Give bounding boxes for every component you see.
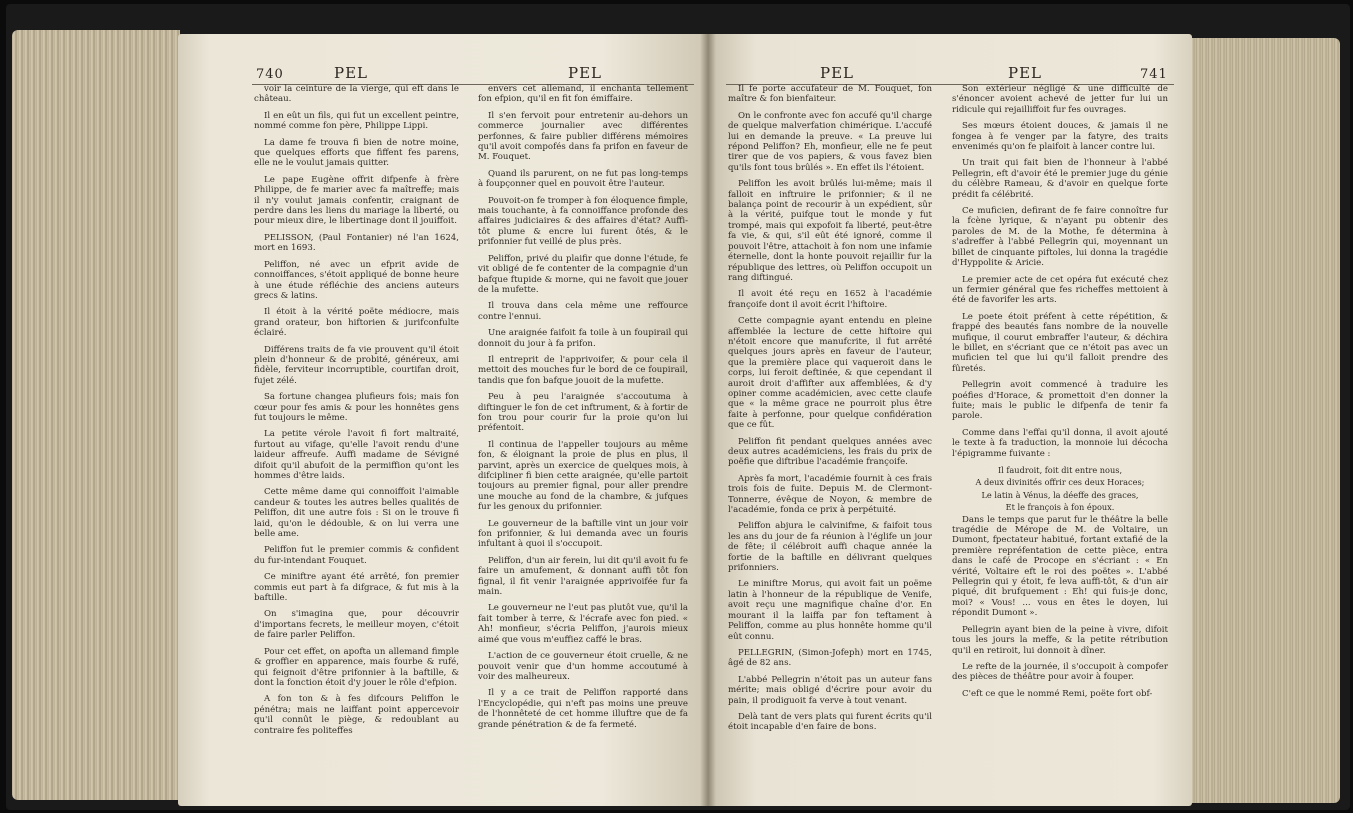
paragraph: Une araignée faifoit fa toile à un foupirail qui donnoit du jour à fa prifon. bbox=[478, 328, 688, 349]
paragraph: voir la ceinture de la vierge, qui eft dans le château. bbox=[254, 84, 459, 105]
paragraph: Il avoit été reçu en 1652 à l'académie françoife dont il avoit écrit l'hiftoire. bbox=[728, 289, 932, 310]
paragraph: C'eft ce que le nommé Remi, poëte fort obf- bbox=[962, 688, 1153, 699]
paragraph: Il continua de l'appeller toujours au même fon, & éloignant la proie de plus en plus, il parvint, après un exercice de quelques mois, à difcipliner fi bien cette araignée, qu'elle partoit toujours au premier fignal, pour aller prendre une mouche au fond de la chambre, & jufques fur les genoux du prifonnier. bbox=[478, 439, 688, 513]
paragraph: Cette même dame qui connoiffoit l'aimable candeur & toutes les autres belles qualités de Peliffon, dit une autre fois : Si on le trouve fi laid, qu'on le dédouble, & on lui verra une belle ame. bbox=[254, 487, 459, 540]
running-head-left-col1: PEL bbox=[334, 64, 369, 82]
paragraph: Pellegrin ayant bien de la peine à vivre, difoit tous les jours la meffe, & la petite rétribution qu'il en retiroit, lui donnoit à dîner. bbox=[952, 624, 1168, 656]
left-column-2 bbox=[478, 84, 688, 736]
paragraph: Pour cet effet, on apofta un allemand fimple & groffier en apparence, mais fourbe & rufé, qui feignoit d'être prifonnier à la baftille, & dont la fonction étoit d'y jouer le rôle d'efpion. bbox=[254, 646, 459, 688]
right-column-2 bbox=[952, 84, 1168, 705]
paragraph: Le pape Eugène offrit difpenfe à frère Philippe, de fe marier avec fa maîtreffe; mais il n'y voulut jamais confentir, craignant de perdre dans les liens du mariage la liberté, ou pour mieux dire, le libertinage dont il jouiffoit. bbox=[254, 174, 459, 227]
page-number-left: 740 bbox=[256, 67, 284, 82]
paragraph: Il entreprit de l'apprivoifer, & pour cela il mettoit des mouches fur le bord de ce foupirail, tandis que fon bafque jouoit de la mufette. bbox=[478, 354, 688, 386]
running-head-right-col2: PEL bbox=[1008, 64, 1043, 82]
paragraph: Le miniftre Morus, qui avoit fait un poëme latin à l'honneur de la république de Venife, avoit reçu une magnifique chaîne d'or. En mourant il la laiffa par fon teftament à Peliffon, comme au plus honnête homme qu'il eût connu. bbox=[728, 579, 932, 642]
paragraph: Peliffon les avoit brûlés lui-même; mais il falloit en inftruire le prifonnier; & il ne balança point de recourir à un expédient, sûr à la vérité, puifque tout le monde y fut trompé, mais qui expofoit fa liberté, peut-être fa vie, & qui, s'il eût été ignoré, comme il pouvoit l'être, attachoit à fon nom une infamie éternelle, dont la honte pouvoit rejaillir fur la république des lettres, où Peliffon occupoit un rang diftingué. bbox=[728, 179, 932, 283]
paragraph: Le premier acte de cet opéra fut exécuté chez un fermier général que fes richeffes mettoient à été de favorifer les arts. bbox=[952, 274, 1168, 306]
running-head-right-col1: PEL bbox=[820, 64, 855, 82]
paragraph: Peliffon, né avec un efprit avide de connoiffances, s'étoit appliqué de bonne heure à une étude réfléchie des anciens auteurs grecs & latins. bbox=[254, 259, 459, 301]
paragraph: Il en eût un fils, qui fut un excellent peintre, nommé comme fon père, Philippe Lippi. bbox=[254, 110, 459, 132]
paragraph: La dame fe trouva fi bien de notre moine, que quelques efforts que fiffent fes parens, elle ne le voulut jamais quitter. bbox=[254, 137, 459, 169]
paragraph: Comme dans l'effai qu'il donna, il avoit ajouté le texte à fa traduction, la monnoie lui décocha l'épigramme fuivante : bbox=[952, 427, 1168, 459]
paragraph: Il trouva dans cela même une reffource contre l'ennui. bbox=[478, 301, 688, 322]
verse-line: A deux divinités offrir ces deux Horaces; bbox=[975, 477, 1145, 488]
paragraph: PELLEGRIN, (Simon-Jofeph) mort en 1745, âgé de 82 ans. bbox=[728, 647, 932, 669]
paragraph: Son extérieur négligé & une difficulté de s'énoncer avoient achevé de jetter fur lui un ridicule qui rejailliffoit fur fes ouvrages. bbox=[952, 84, 1168, 115]
paragraph: Ce muficien, defirant de fe faire connoître fur la fcène lyrique, & n'ayant pu obtenir des paroles de M. de la Mothe, fe détermina à s'adreffer à l'abbé Pellegrin qui, moyennant un billet de cinquante piftoles, lui donna la tragédie d'Hyppolite & Aricie. bbox=[952, 206, 1168, 269]
running-head-left-col2: PEL bbox=[568, 64, 603, 82]
paragraph: Le poete étoit préfent à cette répétition, & frappé des beautés fans nombre de la nouvelle mufique, il courut embraffer l'auteur, & déchira le billet, en s'écriant que ce n'étoit pas avec un muficien tel que lui qu'il falloit prendre des fûretés. bbox=[952, 311, 1168, 374]
paragraph: Dans le temps que parut fur le théâtre la belle tragédie de Mérope de M. de Voltaire, un Dumont, fpectateur habitué, fortant extafié de la première repréfentation de cette pièce, entra dans le café de Procope en s'écriant : « En vérité, Voltaire eft le roi des poëtes ». L'abbé Pellegrin qui y étoit, fe leva auffi-tôt, & d'un air piqué, dit brufquement : Eh! qui fuis-je donc, moi? « Vous! ... vous en êtes le doyen, lui répondit Dumont ». bbox=[952, 514, 1168, 619]
paragraph: Le gouverneur de la baftille vint un jour voir fon prifonnier, & lui demanda avec un fouris infultant à quoi il s'occupoit. bbox=[478, 518, 688, 550]
paragraph: Il étoit à la vérité poëte médiocre, mais grand orateur, bon hiftorien & jurifconfulte éclairé. bbox=[254, 307, 459, 339]
paragraph: Pellegrin avoit commencé à traduire les poéfies d'Horace, & promettoit d'en donner la fuite; mais le public le difpenfa de tenir fa parole. bbox=[952, 380, 1168, 422]
right-page bbox=[708, 34, 1192, 806]
paragraph: Il s'en fervoit pour entretenir au-dehors un commerce journalier avec différentes perfonnes, & faire publier différens mémoires qu'il avoit compofés dans fa prifon en faveur de M. Fouquet. bbox=[478, 110, 688, 163]
page-number-right: 741 bbox=[1140, 67, 1168, 82]
paragraph: Différens traits de fa vie prouvent qu'il étoit plein d'honneur & de probité, généreux, ami fidèle, ferviteur incorruptible, courtifan droit, fujet zélé. bbox=[254, 344, 459, 386]
paragraph: Pouvoit-on fe tromper à fon éloquence fimple, mais touchante, à fa connoiffance profonde des affaires judiciaires & des affaires d'état? Auffi-tôt plume & encre lui furent ôtés, & le prifonnier fut veillé de plus près. bbox=[478, 195, 688, 248]
paragraph: Peliffon, privé du plaifir que donne l'étude, fe vit obligé de fe contenter de la compagnie d'un bafque ftupide & morne, qui ne favoit que jouer de la mufette. bbox=[478, 253, 688, 295]
paragraph: A fon ton & à fes difcours Peliffon le pénétra; mais ne laiffant point appercevoir qu'il connût le piège, & redoublant au contraire fes politeffes bbox=[254, 694, 459, 736]
paragraph: Un trait qui fait bien de l'honneur à l'abbé Pellegrin, eft d'avoir été le premier juge du génie du célèbre Rameau, & d'avoir en quelque forte prédit fa célébrité. bbox=[952, 158, 1168, 200]
left-column-1 bbox=[254, 84, 459, 742]
paragraph: Peliffon, d'un air ferein, lui dit qu'il avoit fu fe faire un amufement, & donnant auffi tôt fon fignal, il fit venir l'araignée apprivoifée fur fa main. bbox=[478, 555, 688, 598]
verse-line: Et le françois à fon époux. bbox=[1005, 502, 1115, 513]
paragraph: Ce miniftre ayant été arrêté, fon premier commis eut part à fa difgrace, & fut mis à la baftille. bbox=[254, 572, 459, 604]
paragraph: On le confronte avec fon accufé qu'il charge de quelque malverfation chimérique. L'accufé lui en demande la preuve. « La preuve lui répond Peliffon? Eh, monfieur, elle ne fe peut tirer que de vos papiers, & vous favez bien qu'ils font tous brûlés ». En effet ils l'étoient. bbox=[728, 110, 932, 173]
paragraph: Cette compagnie ayant entendu en pleine affemblée la lecture de cette hiftoire qui n'étoit encore que manufcrite, il fut arrêté quelques jours après en faveur de l'auteur, que la première place qui vaqueroit dans le corps, lui feroit deftinée, & que cependant il auroit droit d'affifter aux affemblées, & d'y opiner comme académicien, avec cette claufe que « la même grace ne pourroit plus être faite à perfonne, pour quelque confidération que ce fût. bbox=[728, 316, 932, 431]
paragraph: On s'imagina que, pour découvrir d'importans fecrets, le meilleur moyen, c'étoit de faire parler Peliffon. bbox=[254, 609, 459, 641]
paragraph: Le gouverneur ne l'eut pas plutôt vue, qu'il la fait tomber à terre, & l'écrafe avec fon pied. « Ah! monfieur, s'écria Peliffon, j'aurois mieux aimé que vous m'euffiez caffé le bras. bbox=[478, 603, 688, 645]
verse-line: Le latin à Vénus, la déeffe des graces, bbox=[981, 489, 1139, 500]
paragraph: Peliffon fut le premier commis & confident du fur-intendant Fouquet. bbox=[254, 545, 459, 566]
page-edges-left bbox=[12, 30, 180, 800]
paragraph: Sa fortune changea plufieurs fois; mais fon cœur pour fes amis & pour les honnêtes gens fut toujours le même. bbox=[254, 392, 459, 423]
paragraph: Il fe porte accufateur de M. Fouquet, fon maître & fon bienfaiteur. bbox=[728, 84, 932, 105]
paragraph: La petite vérole l'avoit fi fort maltraité, furtout au vifage, qu'elle l'avoit rendu d'une laideur affreufe. Auffi madame de Sévigné difoit qu'il abufoit de la permiffion qu'ont les hommes d'être laids. bbox=[254, 429, 459, 481]
paragraph: PELISSON, (Paul Fontanier) né l'an 1624, mort en 1693. bbox=[254, 232, 459, 254]
page-edges-right bbox=[1190, 38, 1340, 803]
paragraph: Peliffon fit pendant quelques années avec deux autres académiciens, les frais du prix de poëfie que diftribue l'académie françoife. bbox=[728, 436, 932, 468]
paragraph: L'action de ce gouverneur étoit cruelle, & ne pouvoit venir que d'un homme accoutumé à voir des malheureux. bbox=[478, 651, 688, 682]
paragraph: Delà tant de vers plats qui furent écrits qu'il étoit incapable d'en faire de bons. bbox=[728, 711, 932, 733]
right-column-1 bbox=[728, 84, 932, 739]
paragraph: Il y a ce trait de Peliffon rapporté dans l'Encyclopédie, qui n'eft pas moins une preuve de l'honnêteté de cet homme illuftre que de fa grande pénétration & de fa fermeté. bbox=[478, 688, 688, 730]
left-page bbox=[178, 34, 708, 806]
paragraph: Peu à peu l'araignée s'accoutuma à diftinguer le fon de cet inftrument, & à fortir de fon trou pour courir fur la proie qu'on lui préfentoit. bbox=[478, 392, 688, 434]
verse-line: Il faudroit, foit dit entre nous, bbox=[997, 465, 1123, 475]
paragraph: Peliffon abjura le calvinifme, & faifoit tous les ans du jour de fa réunion à l'églife un jour de fête; il célébroit auffi chaque année la fortie de la baftille en délivrant quelques prifonniers. bbox=[728, 521, 932, 574]
paragraph: Après fa mort, l'académie fournit à ces frais trois fois de fuite. Depuis M. de Clermont-Tonnerre, évêque de Noyon, & membre de l'académie, fonda ce prix à perpétuité. bbox=[728, 473, 932, 516]
gutter-shadow bbox=[700, 34, 716, 806]
paragraph: L'abbé Pellegrin n'étoit pas un auteur fans mérite; mais obligé d'écrire pour avoir du pain, il prodiguoit fa verve à tout venant. bbox=[728, 674, 932, 706]
paragraph: Ses mœurs étoient douces, & jamais il ne fongea à fe venger par la fatyre, des traits envenimés qu'on fe plaifoit à lancer contre lui. bbox=[952, 121, 1168, 153]
paragraph: Quand ils parurent, on ne fut pas long-temps à foupçonner quel en pouvoit être l'auteur. bbox=[478, 168, 688, 190]
paragraph: envers cet allemand, il enchanta tellement fon efpion, qu'il en fit fon émiffaire. bbox=[478, 84, 688, 105]
paragraph: Le refte de la journée, il s'occupoit à compofer des pièces de théâtre pour avoir à fouper. bbox=[952, 661, 1168, 683]
